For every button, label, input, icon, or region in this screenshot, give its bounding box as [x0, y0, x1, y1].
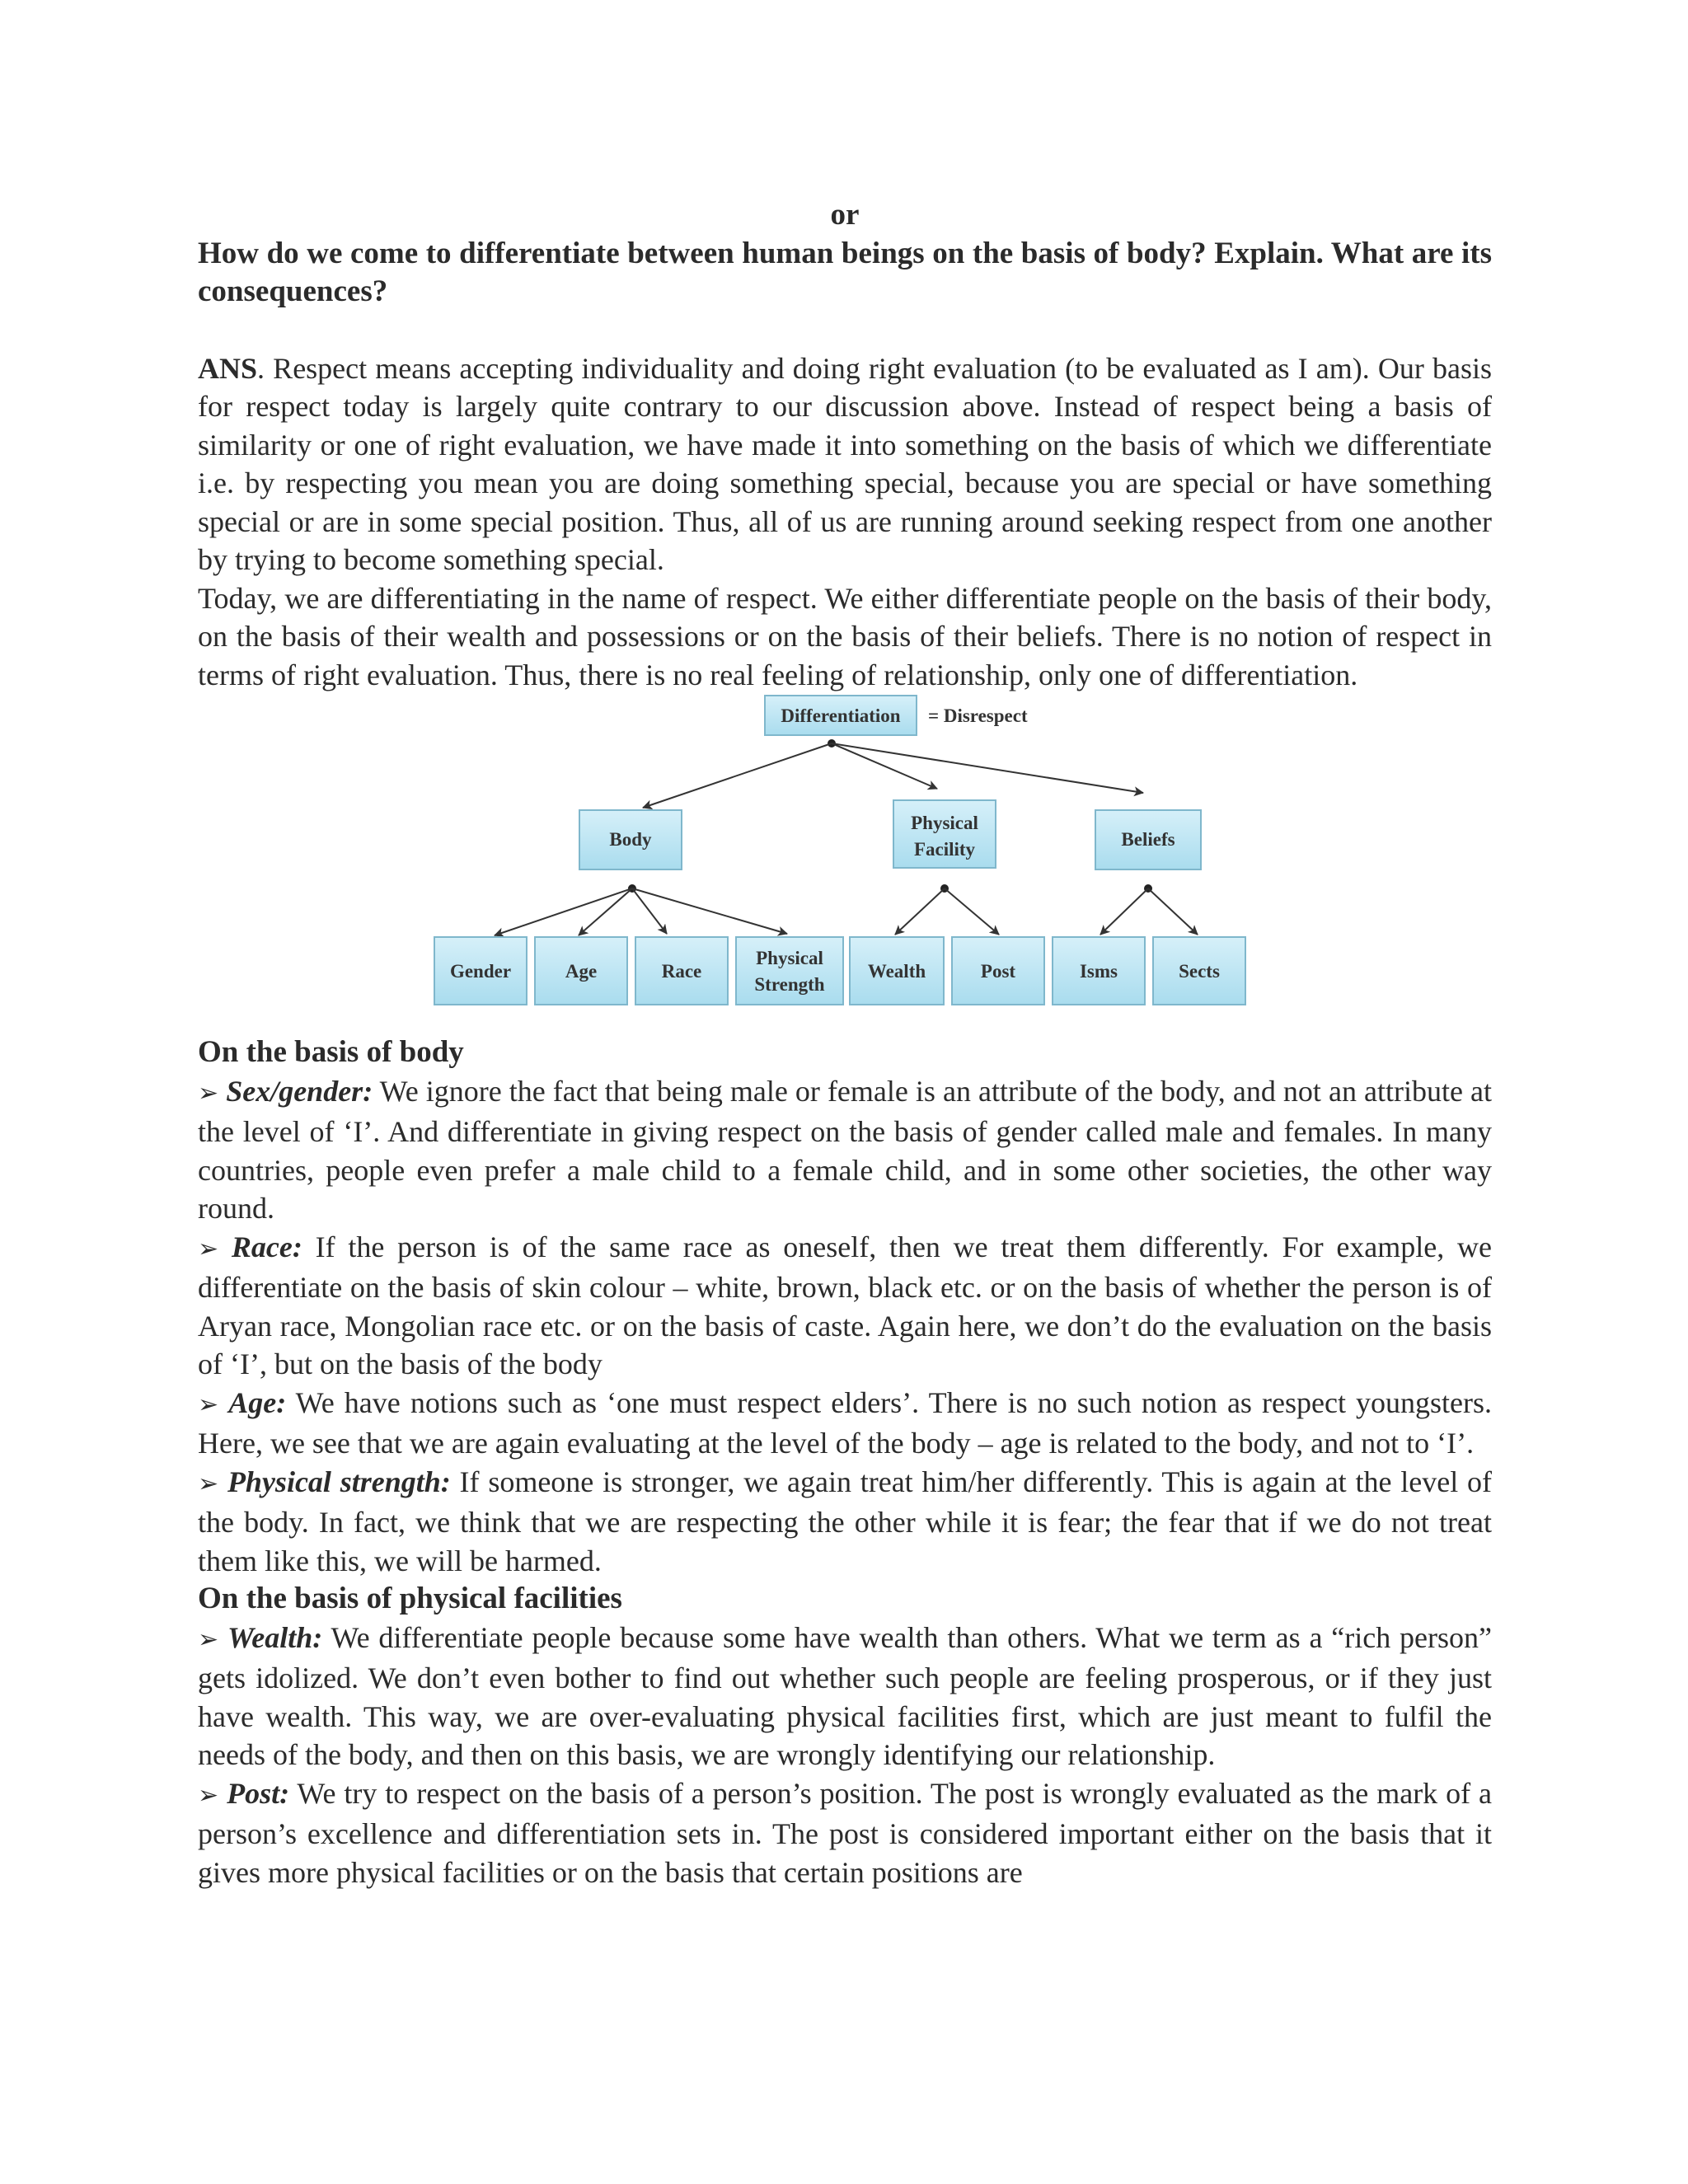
bullet-term: Wealth:: [227, 1620, 323, 1654]
root-note: = Disrespect: [928, 705, 1028, 726]
arrow-body-age: [579, 888, 632, 935]
answer-text-1: . Respect means accepting individuality and doing right evaluation (to be evaluated as I am). Our basis for respect today is largely quite contrary to our discussion above. Instead of respect being a basis of similarity or one of right evaluation, we have made it into something on the basis of which we differentiate i.e. by respecting you mean you are doing something special, because you are special or have something special or are in some special position. Thus, all of us are running around seeking respect from one another by trying to become something special.: [198, 351, 1492, 576]
node-body: [579, 810, 682, 869]
node-strength-label-line2: Strength: [754, 974, 825, 995]
bullet-race: [198, 1228, 1492, 1384]
arrow-bullet-icon: ➢: [198, 1235, 219, 1263]
bullet-text: We have notions such as ‘one must respect elders’. There is no such notion as respect youngsters. Here, we see that we are again evaluating at the level of the body – age is related to the body, and not to ‘I’.: [198, 1385, 1493, 1460]
section-heading-body: On the basis of body: [198, 1035, 464, 1069]
bullet-wealth: [198, 1619, 1492, 1774]
node-sects: [1153, 937, 1245, 1005]
bullet-text: If the person is of the same race as oneself, then we treat them differently. For example, we differentiate on the basis of skin colour – white, brown, black etc. or on the basis of whether the person is of Aryan race, Mongolian race etc. or on the basis of caste. Again here, we don’t do the evaluation on the basis of ‘I’, but on the basis of the body: [198, 1230, 1492, 1380]
arrow-bullet-icon: ➢: [198, 1390, 219, 1418]
bullet-sex-gender: [198, 1072, 1492, 1228]
node-gender: [434, 937, 527, 1005]
arrow-body-race: [632, 888, 667, 934]
node-post: [952, 937, 1044, 1005]
or-heading: or: [830, 198, 860, 232]
bullet-text: We differentiate people because some have wealth than others. What we term as a “rich person” gets idolized. We don’t even bother to find out whether such people are feeling prosperous, or if they just have wealth. This way, we are over-evaluating physical facilities first, which are just meant to fulfil the needs of the body, and then on this basis, we are wrongly identifying our relationship.: [198, 1620, 1492, 1771]
bullet-term: Post:: [227, 1776, 290, 1810]
node-isms-label: Isms: [1079, 961, 1118, 982]
bullet-post: [198, 1774, 1492, 1892]
arrow-beliefs-sects: [1148, 888, 1198, 935]
arrow-root-beliefs: [832, 743, 1143, 793]
node-wealth-label: Wealth: [867, 961, 926, 982]
answer-paragraph-1: [198, 349, 1492, 579]
arrow-beliefs-isms: [1100, 888, 1148, 935]
question-heading: How do we come to differentiate between human beings on the basis of body? Explain. What are its consequences?: [198, 236, 1492, 308]
node-physical-facility: [893, 800, 996, 868]
node-isms: [1053, 937, 1145, 1005]
bullet-term: Sex/gender:: [226, 1074, 373, 1108]
node-physical-strength: [736, 937, 843, 1005]
node-sects-label: Sects: [1179, 961, 1220, 982]
arrow-root-body: [643, 743, 832, 808]
differentiation-diagram: [198, 694, 1492, 1033]
node-strength-label-line1: Physical: [756, 948, 823, 968]
answer-paragraph-2: Today, we are differentiating in the name of respect. We either differentiate people on the basis of their body, on the basis of their wealth and possessions or on the basis of their beliefs. There is no notion of respect in terms of right evaluation. Thus, there is no real feeling of relationship, only one of differentiation.: [198, 581, 1492, 691]
bullet-term: Age:: [228, 1385, 287, 1419]
arrow-bullet-icon: ➢: [198, 1469, 219, 1497]
node-gender-label: Gender: [449, 961, 512, 982]
bullet-age: [198, 1384, 1492, 1463]
node-facility-label-line1: Physical: [911, 813, 978, 833]
diagram-svg: [198, 694, 1492, 1033]
answer-label: ANS: [198, 351, 258, 385]
bullet-term: Race:: [231, 1230, 302, 1263]
bullet-text: We ignore the fact that being male or female is an attribute of the body, and not an attribute at the level of ‘I’. And differentiate in giving respect on the basis of gender called male and females. In many countries, people even prefer a male child to a female child, and in some other societies, the other way round.: [198, 1074, 1492, 1225]
section-heading-physical-facilities: On the basis of physical facilities: [198, 1582, 622, 1615]
node-race: [635, 937, 728, 1005]
bullet-text: We try to respect on the basis of a person’s position. The post is wrongly evaluated as the mark of a person’s excellence and differentiation sets in. The post is considered important either on the basis that it gives more physical facilities or on the basis that certain positions are: [198, 1776, 1492, 1889]
node-beliefs: [1095, 810, 1201, 869]
node-age: [535, 937, 627, 1005]
arrow-bullet-icon: ➢: [198, 1625, 219, 1653]
node-race-label: Race: [661, 961, 702, 982]
arrow-bullet-icon: ➢: [198, 1079, 219, 1107]
arrow-body-gender: [495, 888, 632, 935]
arrow-body-strength: [632, 888, 787, 934]
arrow-bullet-icon: ➢: [198, 1781, 219, 1809]
node-root: [765, 696, 917, 735]
node-post-label: Post: [980, 961, 1016, 982]
document-page: [198, 196, 1492, 1891]
spacer: [198, 312, 1492, 349]
bullet-term: Physical strength:: [227, 1465, 451, 1498]
node-beliefs-label: Beliefs: [1121, 829, 1175, 850]
node-root-label: Differentiation: [781, 705, 901, 726]
node-facility-label-line2: Facility: [913, 839, 976, 860]
bullet-text: If someone is stronger, we again treat him/her differently. This is again at the level of the body. In fact, we think that we are respecting the other while it is fear; the fear that if we do not treat them like this, we will be harmed.: [198, 1465, 1492, 1577]
node-wealth: [850, 937, 944, 1005]
arrow-facility-post: [945, 888, 999, 935]
node-age-label: Age: [565, 961, 598, 982]
bullet-physical-strength: [198, 1463, 1492, 1581]
node-body-label: Body: [609, 829, 652, 850]
arrow-root-facility: [832, 743, 937, 789]
arrow-facility-wealth: [895, 888, 945, 935]
